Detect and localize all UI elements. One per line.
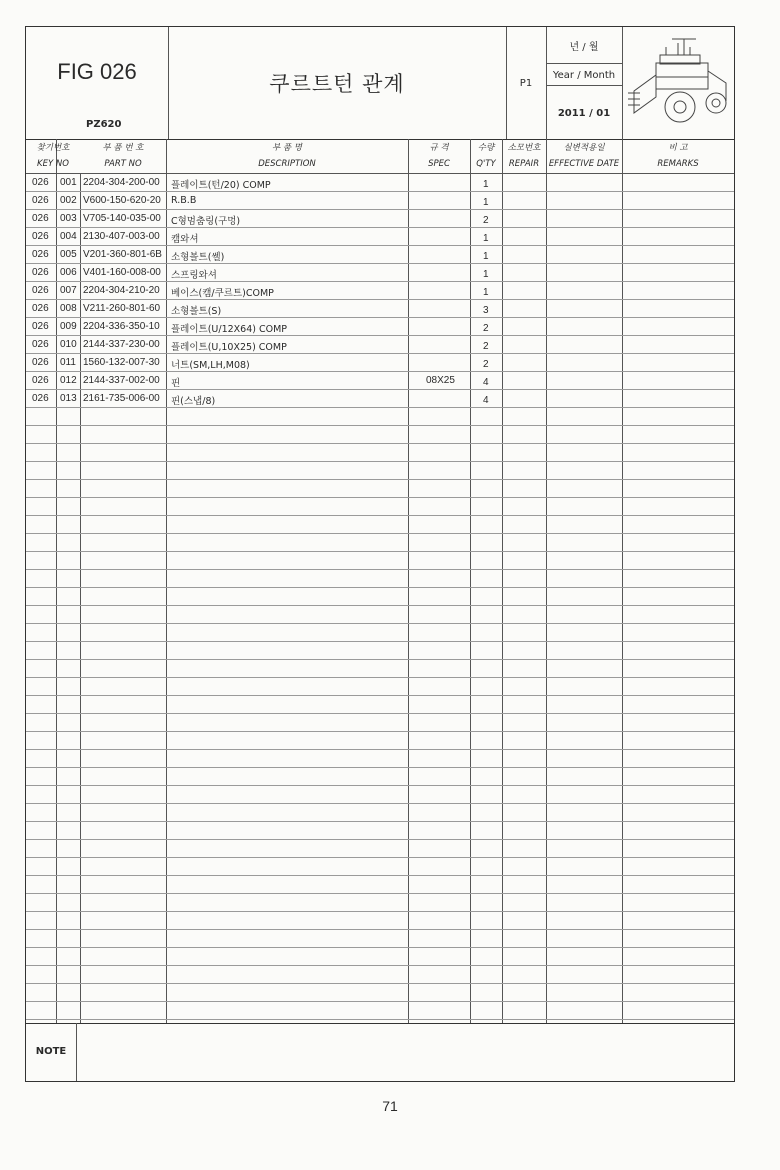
row-part: 2204-336-350-10 xyxy=(83,321,160,332)
row-qty: 1 xyxy=(483,197,489,208)
row-qty: 1 xyxy=(483,179,489,190)
row-desc: 캠와셔 xyxy=(171,234,199,245)
col-key-kr: 찾기번호 xyxy=(36,143,70,153)
row-key: 007 xyxy=(60,285,77,296)
row-rule xyxy=(26,677,734,678)
col-desc-kr: 부 품 명 xyxy=(271,143,303,153)
row-key: 006 xyxy=(60,267,77,278)
col-repair-en: REPAIR xyxy=(508,159,540,169)
row-part: 1560-132-007-30 xyxy=(83,357,160,368)
row-qty: 1 xyxy=(483,269,489,280)
row-desc: 너트(SM,LH,M08) xyxy=(171,360,250,371)
row-rule xyxy=(26,767,734,768)
table-row xyxy=(26,281,734,299)
row-qty: 4 xyxy=(483,377,489,388)
row-desc: C형멈춤링(구멍) xyxy=(171,216,241,227)
row-rule xyxy=(26,605,734,606)
row-rule xyxy=(26,947,734,948)
row-rule xyxy=(26,713,734,714)
header-divider xyxy=(546,63,622,64)
row-fig: 026 xyxy=(32,267,49,278)
note-label: NOTE xyxy=(35,1045,67,1057)
row-desc: 플레이트(턴/20) COMP xyxy=(171,180,271,191)
row-key: 013 xyxy=(60,393,77,404)
row-key: 012 xyxy=(60,375,77,386)
row-rule xyxy=(26,479,734,480)
row-rule xyxy=(26,443,734,444)
row-desc: 플레이트(U/12X64) COMP xyxy=(171,324,288,335)
row-rule xyxy=(26,695,734,696)
header-divider xyxy=(622,27,623,139)
row-rule xyxy=(26,893,734,894)
row-rule xyxy=(26,839,734,840)
col-remarks-kr: 비 고 xyxy=(668,143,688,153)
row-fig: 026 xyxy=(32,177,49,188)
row-rule xyxy=(26,515,734,516)
row-fig: 026 xyxy=(32,231,49,242)
col-eff-kr: 실변적용일 xyxy=(563,143,605,153)
row-rule xyxy=(26,659,734,660)
col-qty-kr: 수량 xyxy=(477,143,495,153)
row-key: 005 xyxy=(60,249,77,260)
table-row xyxy=(26,173,734,191)
header-divider xyxy=(546,85,622,86)
row-part: V705-140-035-00 xyxy=(83,213,161,224)
table-row xyxy=(26,353,734,371)
row-desc: 소형볼트(쎌) xyxy=(171,252,225,263)
row-qty: 2 xyxy=(483,341,489,352)
table-row xyxy=(26,335,734,353)
col-spec-kr: 규 격 xyxy=(429,143,449,153)
row-part: 2204-304-200-00 xyxy=(83,177,160,188)
row-rule xyxy=(26,425,734,426)
row-rule xyxy=(26,641,734,642)
row-rule xyxy=(26,785,734,786)
table-row xyxy=(26,191,734,209)
row-rule xyxy=(26,461,734,462)
row-key: 011 xyxy=(60,357,76,368)
row-rule xyxy=(26,857,734,858)
note-divider xyxy=(76,1023,77,1081)
row-rule xyxy=(26,1001,734,1002)
row-part: 2130-407-003-00 xyxy=(83,231,160,242)
year-month-en: Year / Month xyxy=(552,69,616,81)
row-key: 009 xyxy=(60,321,77,332)
row-fig: 026 xyxy=(32,195,49,206)
row-rule xyxy=(26,965,734,966)
row-rule xyxy=(26,911,734,912)
row-fig: 026 xyxy=(32,321,49,332)
row-rule xyxy=(26,803,734,804)
row-rule xyxy=(26,497,734,498)
col-eff-en: EFFECTIVE DATE xyxy=(548,159,620,169)
row-key: 002 xyxy=(60,195,77,206)
row-rule xyxy=(26,749,734,750)
row-rule xyxy=(26,875,734,876)
row-part: 2144-337-230-00 xyxy=(83,339,160,350)
row-key: 008 xyxy=(60,303,77,314)
row-desc: 핀 xyxy=(171,378,181,389)
row-key: 001 xyxy=(60,177,77,188)
row-rule xyxy=(26,551,734,552)
page-number: 71 xyxy=(382,1098,398,1114)
row-qty: 4 xyxy=(483,395,489,406)
row-fig: 026 xyxy=(32,393,49,404)
row-rule xyxy=(26,569,734,570)
row-rule xyxy=(26,407,734,408)
row-desc: R.B.B xyxy=(171,195,197,206)
fig-number: FIG 026 xyxy=(57,59,137,84)
row-fig: 026 xyxy=(32,357,49,368)
row-key: 010 xyxy=(60,339,77,350)
row-rule xyxy=(26,821,734,822)
row-desc: 베이스(캠/쿠르트)COMP xyxy=(171,288,274,299)
row-desc: 플레이트(U,10X25) COMP xyxy=(171,342,287,353)
row-rule xyxy=(26,983,734,984)
parts-sheet xyxy=(25,26,735,1082)
year-month-kr: 년 / 월 xyxy=(569,41,599,53)
row-desc: 스프링와셔 xyxy=(171,270,217,281)
page-title: 쿠르트턴 관계 xyxy=(269,72,405,96)
row-part: 2161-735-006-00 xyxy=(83,393,160,404)
row-qty: 2 xyxy=(483,359,489,370)
row-spec: 08X25 xyxy=(426,375,455,386)
table-row xyxy=(26,317,734,335)
row-rule xyxy=(26,1019,734,1020)
row-part: 2204-304-210-20 xyxy=(83,285,160,296)
row-rule xyxy=(26,929,734,930)
row-qty: 1 xyxy=(483,251,489,262)
row-fig: 026 xyxy=(32,303,49,314)
row-part: V600-150-620-20 xyxy=(83,195,161,206)
table-row xyxy=(26,227,734,245)
col-repair-kr: 소모번호 xyxy=(507,143,541,153)
row-qty: 3 xyxy=(483,305,489,316)
row-part: V401-160-008-00 xyxy=(83,267,161,278)
col-key-en: KEY NO xyxy=(37,159,69,169)
table-bottom-rule xyxy=(26,1023,734,1024)
page-code: P1 xyxy=(519,77,533,89)
row-fig: 026 xyxy=(32,285,49,296)
effective-date: 2011 / 01 xyxy=(557,107,611,119)
table-row xyxy=(26,299,734,317)
row-qty: 2 xyxy=(483,323,489,334)
table-row xyxy=(26,245,734,263)
row-rule xyxy=(26,623,734,624)
row-key: 003 xyxy=(60,213,77,224)
row-desc: 소형볼트(S) xyxy=(171,306,222,317)
row-desc: 핀(스냅/8) xyxy=(171,396,216,407)
table-row xyxy=(26,371,734,389)
row-fig: 026 xyxy=(32,375,49,386)
row-rule xyxy=(26,587,734,588)
row-part: V201-360-801-6B xyxy=(83,249,162,260)
col-part-kr: 부 품 번 호 xyxy=(102,143,144,153)
row-part: V211-260-801-60 xyxy=(83,303,161,314)
col-qty-en: Q'TY xyxy=(476,159,496,169)
table-row xyxy=(26,389,734,407)
col-desc-en: DESCRIPTION xyxy=(258,159,316,169)
row-fig: 026 xyxy=(32,213,49,224)
row-fig: 026 xyxy=(32,339,49,350)
row-key: 004 xyxy=(60,231,77,242)
row-qty: 1 xyxy=(483,287,489,298)
row-fig: 026 xyxy=(32,249,49,260)
model-code: PZ620 xyxy=(86,119,122,130)
table-row xyxy=(26,209,734,227)
row-qty: 2 xyxy=(483,215,489,226)
row-rule xyxy=(26,731,734,732)
col-remarks-en: REMARKS xyxy=(657,159,699,169)
row-part: 2144-337-002-00 xyxy=(83,375,160,386)
col-spec-en: SPEC xyxy=(428,159,450,169)
col-part-en: PART NO xyxy=(104,159,142,169)
row-rule xyxy=(26,533,734,534)
row-qty: 1 xyxy=(483,233,489,244)
machine-illustration xyxy=(626,31,730,131)
table-row xyxy=(26,263,734,281)
